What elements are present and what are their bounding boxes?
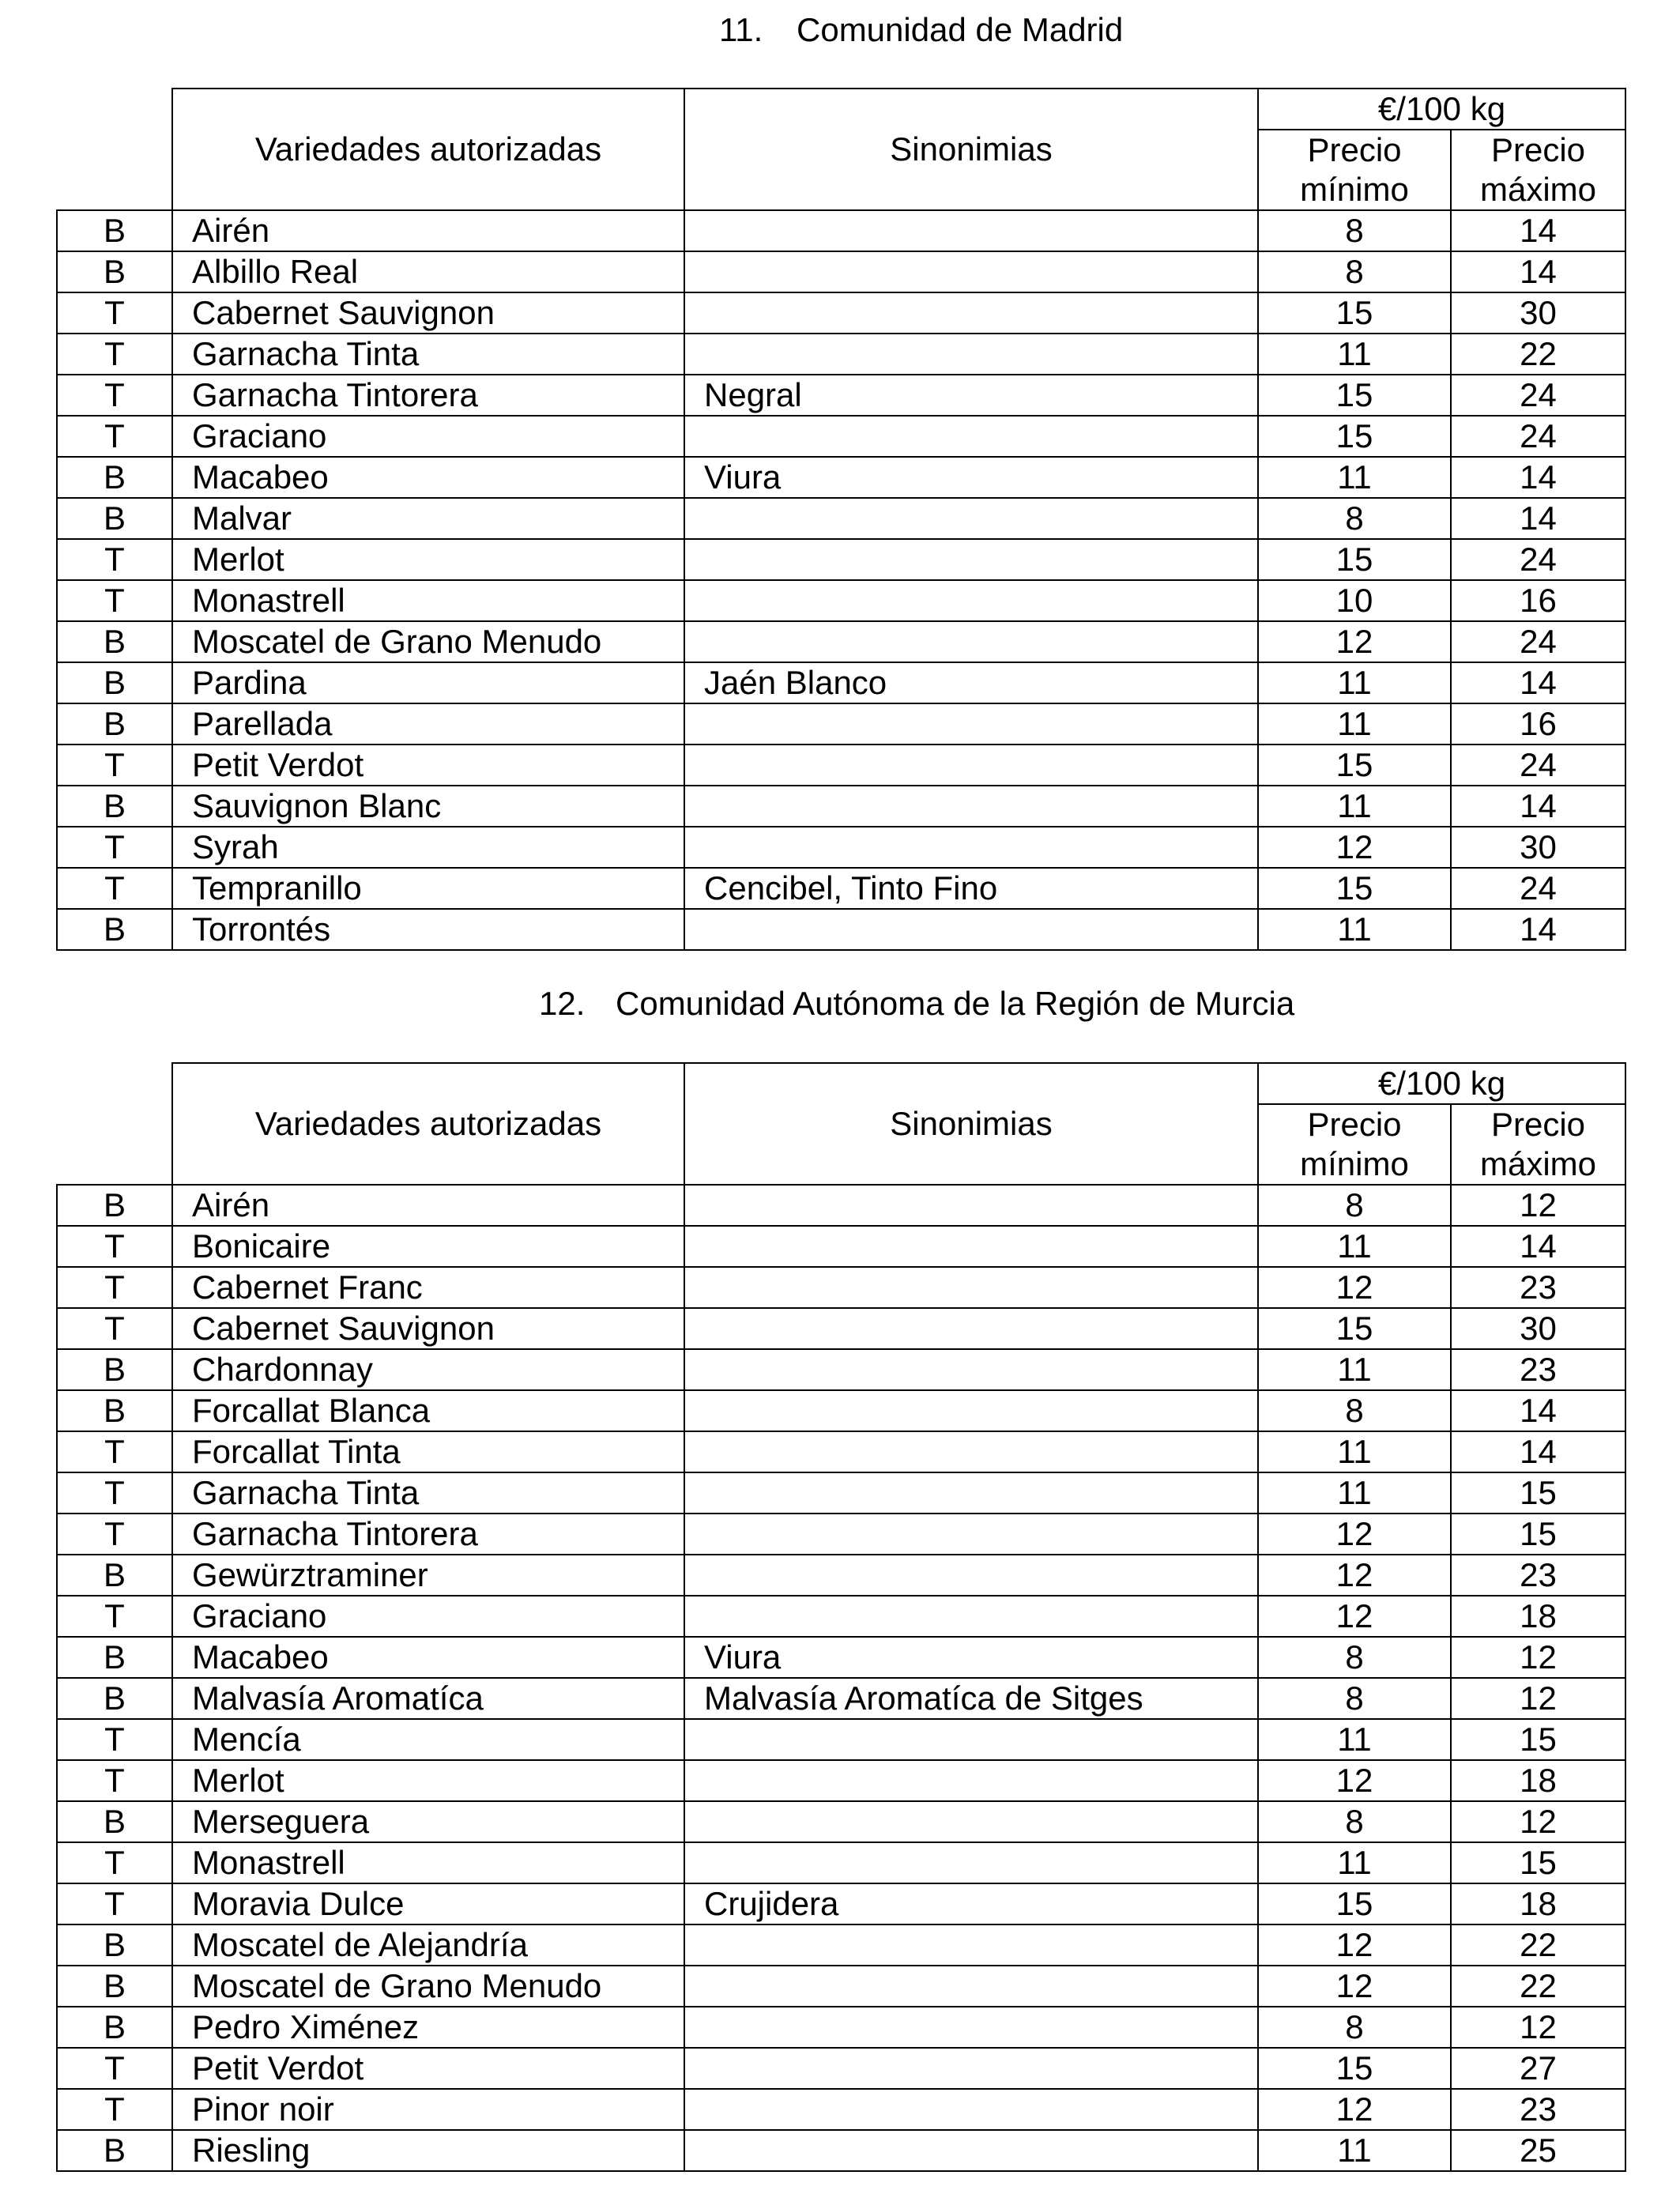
- synonym-cell: Negral: [684, 375, 1258, 416]
- grape-color-cell: B: [57, 2007, 172, 2048]
- table-row: [57, 1596, 1625, 1637]
- grape-color-cell: T: [57, 2048, 172, 2089]
- variety-cell: Graciano: [172, 1596, 684, 1637]
- min-price-cell: 15: [1258, 745, 1451, 786]
- grape-color-cell: T: [57, 416, 172, 457]
- max-price-cell: 14: [1451, 457, 1625, 498]
- min-price-cell: 8: [1258, 1637, 1451, 1678]
- table-header-row: [57, 89, 1625, 130]
- grape-color-cell: B: [57, 251, 172, 292]
- variety-cell: Moscatel de Alejandría: [172, 1924, 684, 1966]
- table-row: [57, 621, 1625, 662]
- min-price-header-line2: mínimo: [1300, 1145, 1409, 1182]
- min-price-cell: 8: [1258, 1390, 1451, 1431]
- grape-color-cell: T: [57, 868, 172, 909]
- max-price-cell: 22: [1451, 1966, 1625, 2007]
- max-price-cell: 24: [1451, 375, 1625, 416]
- synonym-cell: [684, 1760, 1258, 1801]
- table-row: [57, 1883, 1625, 1924]
- max-price-cell: 12: [1451, 1185, 1625, 1226]
- synonym-cell: [684, 909, 1258, 950]
- synonym-cell: [684, 1267, 1258, 1308]
- table-row: [57, 539, 1625, 580]
- grape-color-cell: T: [57, 1472, 172, 1514]
- synonym-cell: Cencibel, Tinto Fino: [684, 868, 1258, 909]
- synonym-cell: [684, 745, 1258, 786]
- grape-color-cell: B: [57, 1185, 172, 1226]
- variety-cell: Chardonnay: [172, 1349, 684, 1390]
- max-price-cell: 15: [1451, 1719, 1625, 1760]
- table-row: [57, 580, 1625, 621]
- table-row: [57, 1472, 1625, 1514]
- table-row: [57, 1308, 1625, 1349]
- table-row: [57, 498, 1625, 539]
- variety-cell: Cabernet Sauvignon: [172, 1308, 684, 1349]
- grape-color-cell: B: [57, 210, 172, 251]
- grape-color-cell: T: [57, 334, 172, 375]
- max-price-cell: 24: [1451, 416, 1625, 457]
- min-price-cell: 12: [1258, 2089, 1451, 2130]
- synonym-cell: [684, 2089, 1258, 2130]
- grape-color-cell: T: [57, 292, 172, 334]
- max-price-header: [1451, 1104, 1625, 1185]
- min-price-cell: 15: [1258, 292, 1451, 334]
- synonym-cell: [684, 1472, 1258, 1514]
- max-price-header-line1: Precio: [1490, 131, 1586, 168]
- variety-cell: Graciano: [172, 416, 684, 457]
- blank-header-cell: [57, 1063, 172, 1185]
- table-row: [57, 1267, 1625, 1308]
- blank-header-cell: [57, 89, 172, 210]
- table-row: [57, 1555, 1625, 1596]
- synonym-cell: [684, 1966, 1258, 2007]
- variety-cell: Parellada: [172, 703, 684, 745]
- variety-cell: Merlot: [172, 1760, 684, 1801]
- max-price-cell: 30: [1451, 827, 1625, 868]
- max-price-cell: 23: [1451, 1267, 1625, 1308]
- variety-cell: Malvar: [172, 498, 684, 539]
- table-row: [57, 703, 1625, 745]
- table-row: [57, 1678, 1625, 1719]
- variety-cell: Riesling: [172, 2130, 684, 2171]
- min-price-cell: 15: [1258, 375, 1451, 416]
- min-price-cell: 12: [1258, 1514, 1451, 1555]
- grape-color-cell: B: [57, 1390, 172, 1431]
- synonym-cell: [684, 827, 1258, 868]
- synonym-cell: [684, 1514, 1258, 1555]
- synonym-cell: [684, 1801, 1258, 1842]
- max-price-cell: 22: [1451, 334, 1625, 375]
- variety-cell: Cabernet Sauvignon: [172, 292, 684, 334]
- min-price-cell: 8: [1258, 1678, 1451, 1719]
- grape-color-cell: B: [57, 1924, 172, 1966]
- max-price-header-line2: máximo: [1479, 1145, 1597, 1182]
- grape-color-cell: T: [57, 1308, 172, 1349]
- synonym-cell: [684, 621, 1258, 662]
- min-price-cell: 15: [1258, 539, 1451, 580]
- table-row: [57, 2048, 1625, 2089]
- synonym-cell: [684, 1431, 1258, 1472]
- max-price-cell: 14: [1451, 498, 1625, 539]
- min-price-cell: 11: [1258, 1349, 1451, 1390]
- min-price-cell: 12: [1258, 1966, 1451, 2007]
- varieties-header: Variedades autorizadas: [172, 1063, 684, 1185]
- max-price-header-line1: Precio: [1490, 1106, 1586, 1143]
- min-price-cell: 12: [1258, 621, 1451, 662]
- max-price-cell: 14: [1451, 909, 1625, 950]
- variety-cell: Moravia Dulce: [172, 1883, 684, 1924]
- table-row: [57, 745, 1625, 786]
- grape-color-cell: T: [57, 1596, 172, 1637]
- max-price-cell: 24: [1451, 621, 1625, 662]
- grape-color-cell: T: [57, 1226, 172, 1267]
- min-price-cell: 8: [1258, 210, 1451, 251]
- variety-cell: Merseguera: [172, 1801, 684, 1842]
- variety-cell: Torrontés: [172, 909, 684, 950]
- max-price-cell: 23: [1451, 1555, 1625, 1596]
- min-price-cell: 11: [1258, 1431, 1451, 1472]
- section-number: 12.: [539, 985, 586, 1022]
- max-price-cell: 15: [1451, 1514, 1625, 1555]
- synonym-cell: Jaén Blanco: [684, 662, 1258, 703]
- variety-cell: Garnacha Tintorera: [172, 1514, 684, 1555]
- max-price-cell: 15: [1451, 1472, 1625, 1514]
- min-price-cell: 11: [1258, 662, 1451, 703]
- min-price-cell: 11: [1258, 2130, 1451, 2171]
- table-row: [57, 786, 1625, 827]
- table-row: [57, 1842, 1625, 1883]
- max-price-cell: 22: [1451, 1924, 1625, 1966]
- synonym-cell: Viura: [684, 457, 1258, 498]
- grape-color-cell: B: [57, 1555, 172, 1596]
- min-price-cell: 8: [1258, 498, 1451, 539]
- max-price-cell: 14: [1451, 1226, 1625, 1267]
- table-row: [57, 1760, 1625, 1801]
- synonym-cell: [684, 1719, 1258, 1760]
- table-row: [57, 1390, 1625, 1431]
- grape-color-cell: T: [57, 745, 172, 786]
- min-price-header-line2: mínimo: [1300, 171, 1409, 208]
- section-number: 11.: [719, 11, 763, 48]
- synonym-cell: [684, 292, 1258, 334]
- max-price-cell: 23: [1451, 2089, 1625, 2130]
- max-price-cell: 16: [1451, 580, 1625, 621]
- min-price-cell: 12: [1258, 1924, 1451, 1966]
- section-name: Comunidad Autónoma de la Región de Murcia: [616, 985, 1295, 1022]
- max-price-cell: 14: [1451, 786, 1625, 827]
- synonym-cell: [684, 2007, 1258, 2048]
- synonym-cell: Viura: [684, 1637, 1258, 1678]
- synonym-cell: [684, 1924, 1258, 1966]
- grape-color-cell: B: [57, 498, 172, 539]
- min-price-cell: 12: [1258, 1760, 1451, 1801]
- variety-cell: Gewürztraminer: [172, 1555, 684, 1596]
- min-price-cell: 15: [1258, 1308, 1451, 1349]
- section-name: Comunidad de Madrid: [797, 11, 1124, 48]
- variety-cell: Airén: [172, 1185, 684, 1226]
- synonyms-header: Sinonimias: [684, 1063, 1258, 1185]
- synonym-cell: [684, 1226, 1258, 1267]
- min-price-cell: 12: [1258, 1596, 1451, 1637]
- min-price-cell: 8: [1258, 1801, 1451, 1842]
- table-row: [57, 1719, 1625, 1760]
- table-row: [57, 868, 1625, 909]
- min-price-cell: 11: [1258, 1472, 1451, 1514]
- variety-cell: Syrah: [172, 827, 684, 868]
- variety-cell: Airén: [172, 210, 684, 251]
- synonym-cell: [684, 1349, 1258, 1390]
- table-row: [57, 1966, 1625, 2007]
- min-price-header: [1258, 1104, 1451, 1185]
- min-price-cell: 11: [1258, 1719, 1451, 1760]
- min-price-cell: 11: [1258, 334, 1451, 375]
- grape-color-cell: T: [57, 375, 172, 416]
- table-row: [57, 1349, 1625, 1390]
- min-price-cell: 15: [1258, 2048, 1451, 2089]
- variety-cell: Monastrell: [172, 1842, 684, 1883]
- min-price-cell: 11: [1258, 909, 1451, 950]
- synonym-cell: [684, 1185, 1258, 1226]
- synonym-cell: [684, 703, 1258, 745]
- variety-cell: Tempranillo: [172, 868, 684, 909]
- grape-color-cell: T: [57, 1842, 172, 1883]
- grape-color-cell: B: [57, 1349, 172, 1390]
- max-price-cell: 12: [1451, 1801, 1625, 1842]
- synonym-cell: [684, 251, 1258, 292]
- synonym-cell: [684, 539, 1258, 580]
- varieties-table-murcia: [56, 1062, 1626, 2172]
- min-price-cell: 8: [1258, 251, 1451, 292]
- variety-cell: Moscatel de Grano Menudo: [172, 621, 684, 662]
- variety-cell: Sauvignon Blanc: [172, 786, 684, 827]
- synonym-cell: [684, 2130, 1258, 2171]
- currency-header: €/100 kg: [1258, 1063, 1625, 1104]
- table-row: [57, 2089, 1625, 2130]
- max-price-cell: 14: [1451, 1390, 1625, 1431]
- grape-color-cell: B: [57, 662, 172, 703]
- max-price-cell: 25: [1451, 2130, 1625, 2171]
- grape-color-cell: B: [57, 909, 172, 950]
- grape-color-cell: B: [57, 1966, 172, 2007]
- table-row: [57, 1637, 1625, 1678]
- max-price-cell: 24: [1451, 745, 1625, 786]
- varieties-table-madrid: [56, 88, 1626, 951]
- synonym-cell: [684, 1555, 1258, 1596]
- table-row: [57, 1801, 1625, 1842]
- grape-color-cell: T: [57, 1431, 172, 1472]
- grape-color-cell: B: [57, 621, 172, 662]
- min-price-cell: 15: [1258, 868, 1451, 909]
- synonym-cell: Crujidera: [684, 1883, 1258, 1924]
- min-price-cell: 12: [1258, 1267, 1451, 1308]
- synonym-cell: [684, 1842, 1258, 1883]
- table-row: [57, 1185, 1625, 1226]
- grape-color-cell: B: [57, 703, 172, 745]
- min-price-cell: 11: [1258, 703, 1451, 745]
- max-price-cell: 18: [1451, 1596, 1625, 1637]
- grape-color-cell: B: [57, 457, 172, 498]
- grape-color-cell: T: [57, 580, 172, 621]
- min-price-header-line1: Precio: [1307, 131, 1402, 168]
- variety-cell: Pinor noir: [172, 2089, 684, 2130]
- table-row: [57, 662, 1625, 703]
- max-price-header-line2: máximo: [1479, 171, 1597, 208]
- table-row: [57, 827, 1625, 868]
- grape-color-cell: B: [57, 1637, 172, 1678]
- table-row: [57, 292, 1625, 334]
- synonym-cell: [684, 416, 1258, 457]
- max-price-cell: 18: [1451, 1760, 1625, 1801]
- variety-cell: Garnacha Tinta: [172, 1472, 684, 1514]
- min-price-cell: 8: [1258, 2007, 1451, 2048]
- grape-color-cell: T: [57, 2089, 172, 2130]
- synonym-cell: [684, 334, 1258, 375]
- max-price-cell: 30: [1451, 292, 1625, 334]
- varieties-header: Variedades autorizadas: [172, 89, 684, 210]
- max-price-cell: 15: [1451, 1842, 1625, 1883]
- table-row: [57, 1226, 1625, 1267]
- min-price-cell: 11: [1258, 786, 1451, 827]
- variety-cell: Forcallat Blanca: [172, 1390, 684, 1431]
- grape-color-cell: B: [57, 1801, 172, 1842]
- table-row: [57, 375, 1625, 416]
- synonym-cell: [684, 2048, 1258, 2089]
- currency-header: €/100 kg: [1258, 89, 1625, 130]
- max-price-cell: 12: [1451, 1678, 1625, 1719]
- max-price-header: [1451, 130, 1625, 210]
- max-price-cell: 14: [1451, 662, 1625, 703]
- min-price-cell: 11: [1258, 1226, 1451, 1267]
- max-price-cell: 27: [1451, 2048, 1625, 2089]
- grape-color-cell: B: [57, 786, 172, 827]
- synonym-cell: [684, 1308, 1258, 1349]
- table-row: [57, 251, 1625, 292]
- grape-color-cell: T: [57, 1267, 172, 1308]
- min-price-cell: 12: [1258, 1555, 1451, 1596]
- variety-cell: Monastrell: [172, 580, 684, 621]
- grape-color-cell: B: [57, 2130, 172, 2171]
- variety-cell: Bonicaire: [172, 1226, 684, 1267]
- synonym-cell: [684, 1596, 1258, 1637]
- synonym-cell: [684, 1390, 1258, 1431]
- variety-cell: Albillo Real: [172, 251, 684, 292]
- table-row: [57, 909, 1625, 950]
- min-price-cell: 8: [1258, 1185, 1451, 1226]
- table-row: [57, 1514, 1625, 1555]
- variety-cell: Garnacha Tintorera: [172, 375, 684, 416]
- max-price-cell: 23: [1451, 1349, 1625, 1390]
- grape-color-cell: T: [57, 1760, 172, 1801]
- table-row: [57, 334, 1625, 375]
- max-price-cell: 18: [1451, 1883, 1625, 1924]
- synonym-cell: [684, 580, 1258, 621]
- max-price-cell: 24: [1451, 868, 1625, 909]
- min-price-cell: 15: [1258, 416, 1451, 457]
- min-price-cell: 11: [1258, 1842, 1451, 1883]
- min-price-header-line1: Precio: [1307, 1106, 1402, 1143]
- table-row: [57, 2130, 1625, 2171]
- max-price-cell: 12: [1451, 1637, 1625, 1678]
- variety-cell: Mencía: [172, 1719, 684, 1760]
- max-price-cell: 14: [1451, 1431, 1625, 1472]
- variety-cell: Petit Verdot: [172, 745, 684, 786]
- variety-cell: Garnacha Tinta: [172, 334, 684, 375]
- min-price-cell: 12: [1258, 827, 1451, 868]
- grape-color-cell: T: [57, 1719, 172, 1760]
- max-price-cell: 14: [1451, 210, 1625, 251]
- max-price-cell: 14: [1451, 251, 1625, 292]
- table-header-row: [57, 1063, 1625, 1104]
- max-price-cell: 24: [1451, 539, 1625, 580]
- table-row: [57, 2007, 1625, 2048]
- table-row: [57, 210, 1625, 251]
- synonyms-header: Sinonimias: [684, 89, 1258, 210]
- synonym-cell: Malvasía Aromatíca de Sitges: [684, 1678, 1258, 1719]
- grape-color-cell: T: [57, 1883, 172, 1924]
- section-title-madrid: [0, 8, 1680, 52]
- variety-cell: Macabeo: [172, 457, 684, 498]
- min-price-cell: 15: [1258, 1883, 1451, 1924]
- min-price-header: [1258, 130, 1451, 210]
- synonym-cell: [684, 210, 1258, 251]
- table-row: [57, 1924, 1625, 1966]
- variety-cell: Moscatel de Grano Menudo: [172, 1966, 684, 2007]
- synonym-cell: [684, 786, 1258, 827]
- grape-color-cell: B: [57, 1678, 172, 1719]
- variety-cell: Forcallat Tinta: [172, 1431, 684, 1472]
- variety-cell: Merlot: [172, 539, 684, 580]
- max-price-cell: 16: [1451, 703, 1625, 745]
- variety-cell: Pedro Ximénez: [172, 2007, 684, 2048]
- variety-cell: Malvasía Aromatíca: [172, 1678, 684, 1719]
- section-title-murcia: [0, 982, 1680, 1026]
- max-price-cell: 12: [1451, 2007, 1625, 2048]
- variety-cell: Petit Verdot: [172, 2048, 684, 2089]
- synonym-cell: [684, 498, 1258, 539]
- min-price-cell: 10: [1258, 580, 1451, 621]
- table-row: [57, 416, 1625, 457]
- variety-cell: Cabernet Franc: [172, 1267, 684, 1308]
- variety-cell: Pardina: [172, 662, 684, 703]
- max-price-cell: 30: [1451, 1308, 1625, 1349]
- grape-color-cell: T: [57, 1514, 172, 1555]
- grape-color-cell: T: [57, 539, 172, 580]
- table-row: [57, 457, 1625, 498]
- table-row: [57, 1431, 1625, 1472]
- min-price-cell: 11: [1258, 457, 1451, 498]
- variety-cell: Macabeo: [172, 1637, 684, 1678]
- grape-color-cell: T: [57, 827, 172, 868]
